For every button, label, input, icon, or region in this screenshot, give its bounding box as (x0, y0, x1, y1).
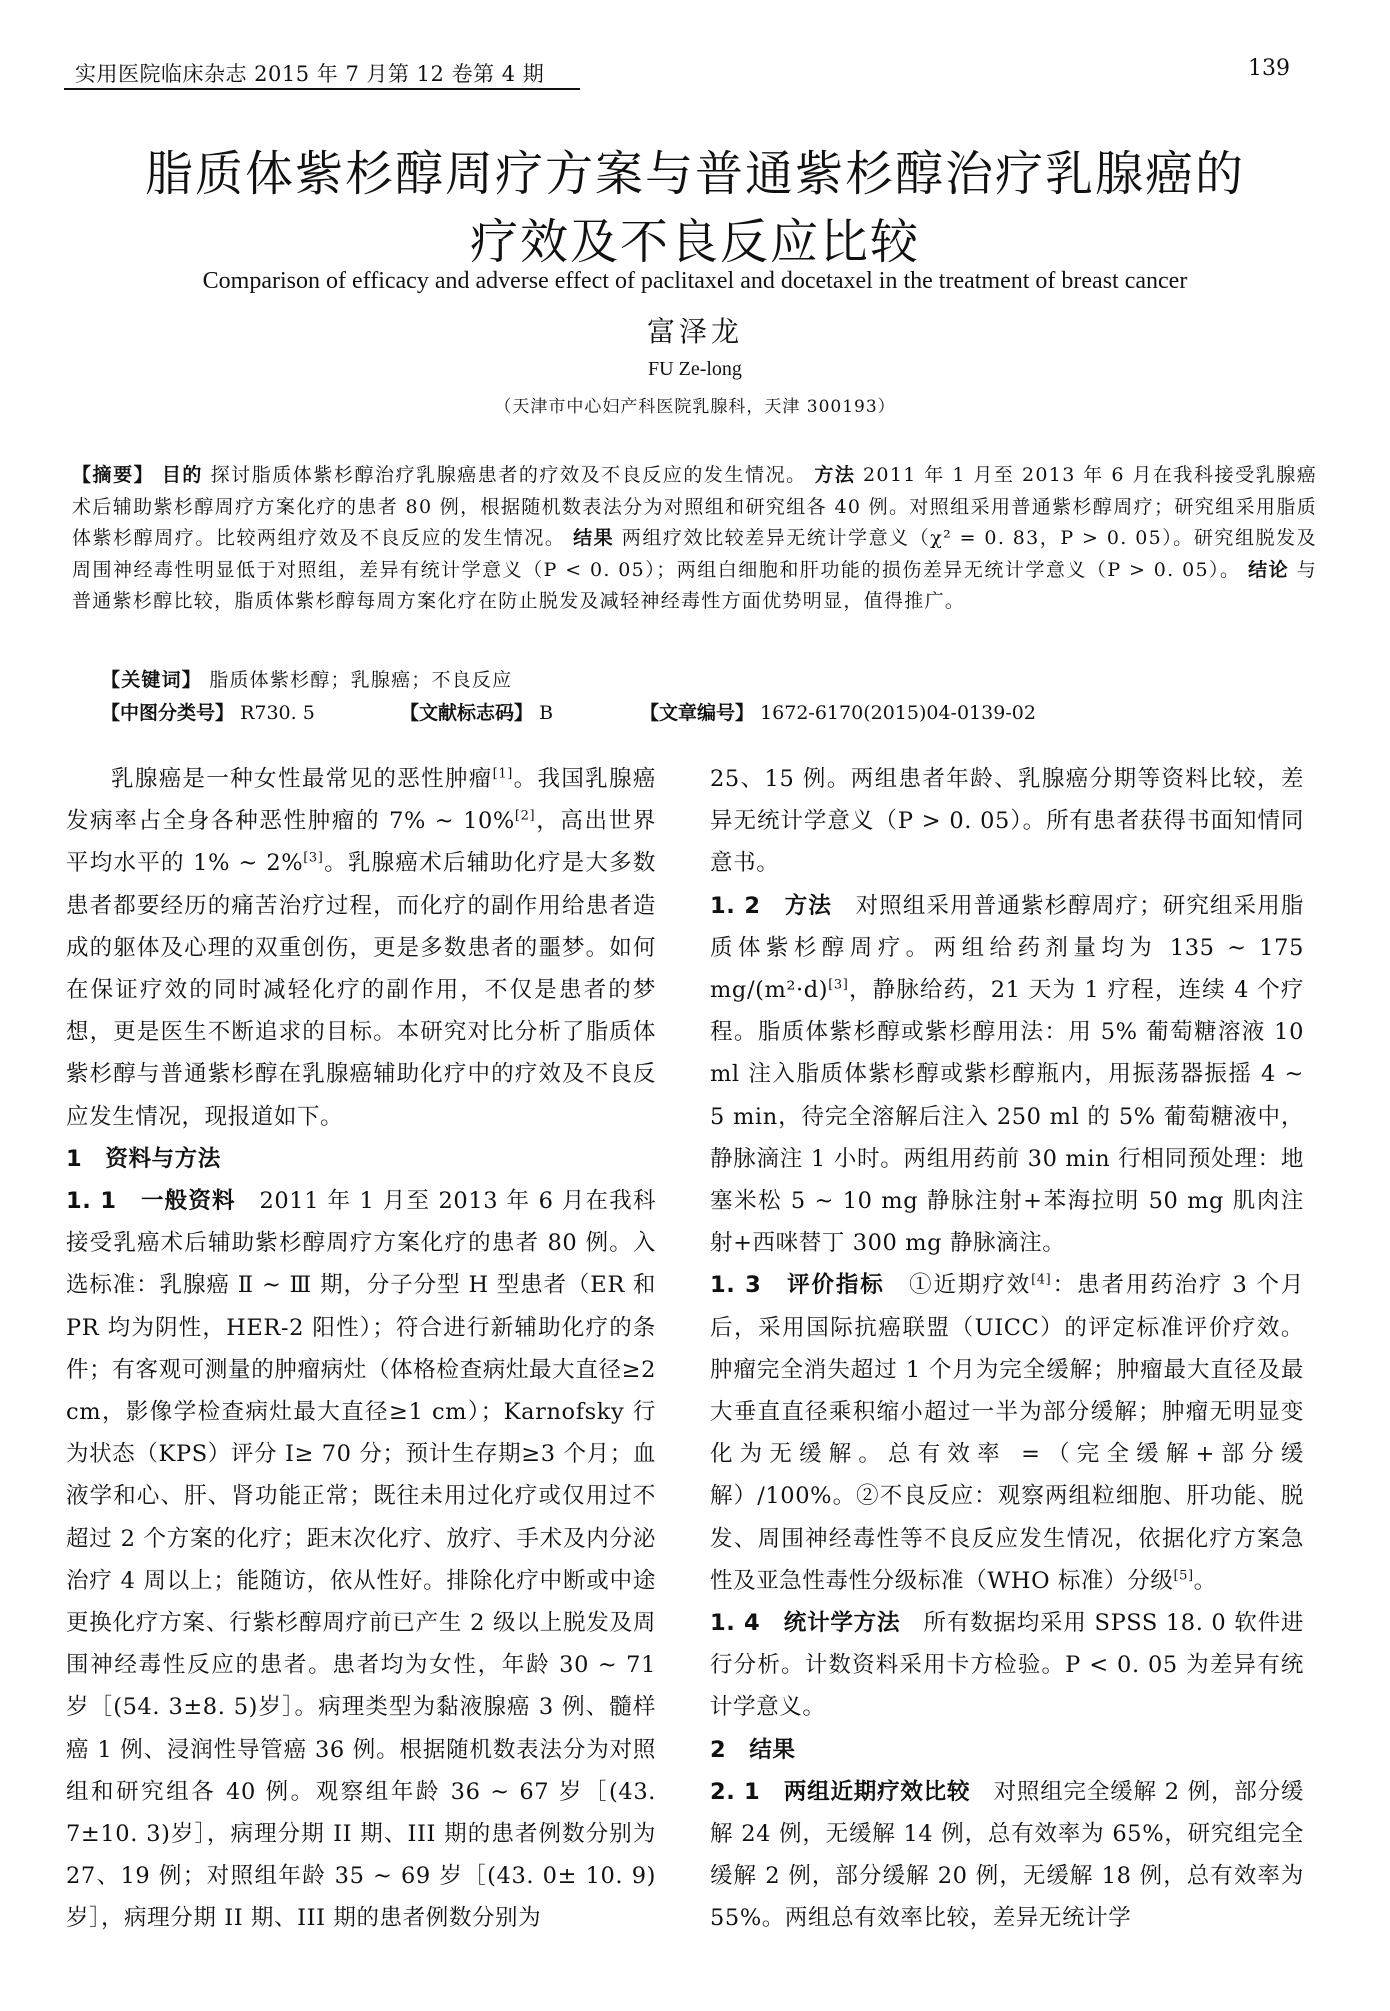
methods-label: 方法 (814, 464, 856, 486)
ref-1: [1] (492, 766, 513, 782)
keywords (101, 665, 512, 692)
article-value: 1672-6170(2015)04-0139-02 (760, 702, 1036, 724)
section-1-1-heading: 1. 1 一般资料 (66, 1188, 236, 1215)
section-1-2-text-b: ，静脉给药，21 天为 1 疗程，连续 4 个疗程。脂质体紫杉醇或紫杉醇用法：用 5% 葡萄糖溶液 10 ml 注入脂质体紫杉醇或紫杉醇瓶内，用振荡器振摇 4 ~ 5 min，待完全溶解后注入 250 ml 的 5% 葡萄糖液中，静脉滴注 1 小时。两组用药前 30 min 行相同预处理：地塞米松 5 ~ 10 mg 静脉注射+苯海拉明 50 mg 肌肉注射+西咪替丁 300 mg 静脉滴注。 (710, 977, 1304, 1257)
section-2-1-heading: 2. 1 两组近期疗效比较 (710, 1778, 971, 1805)
keywords-value: 脂质体紫杉醇；乳腺癌；不良反应 (209, 669, 513, 691)
methods-text: 2011 年 1 月至 2013 年 6 月在我科接受乳腺癌术后辅助紫杉醇周疗方案化疗的患者 80 例，根据随机数表法分为对照组和研究组各 40 例。对照组采用普通紫杉醇周疗；研究组采用脂质体紫杉醇周疗。比较两组疗效及不良反应的发生情况。 (72, 464, 1318, 549)
affiliation: （天津市中心妇产科医院乳腺科，天津 300193） (494, 397, 896, 417)
objective-label: 目的 (161, 464, 203, 486)
intro-text-d: 。乳腺癌术后辅助化疗是大多数患者都要经历的痛苦治疗过程，而化疗的副作用给患者造成的躯体及心理的双重创伤，更是多数患者的噩梦。如何在保证疗效的同时减轻化疗的副作用，不仅是患者的梦想，更是医生不断追求的目标。本研究对比分析了脂质体紫杉醇与普通紫杉醇在乳腺癌辅助化疗中的疗效及不良反应发生情况，现报道如下。 (66, 850, 657, 1130)
section-1-1-text: 2011 年 1 月至 2013 年 6 月在我科接受乳癌术后辅助紫杉醇周疗方案化疗的患者 80 例。入选标准：乳腺癌 Ⅱ ~ Ⅲ 期，分子分型 H 型患者（ER 和 PR 均为阴性，HER-2 阳性）；符合进行新辅助化疗的条件；有客观可测量的肿瘤病灶（体格检查病灶最大直径≥2 cm，影像学检查病灶最大直径≥1 cm）；Karnofsky 行为状态（KPS）评分 I≥ 70 分；预计生存期≥3 个月；血液学和心、肝、肾功能正常；既往未用过化疗或仅用过不超过 2 个方案的化疗；距末次化疗、放疗、手术及内分泌治疗 4 周以上；能随访，依从性好。排除化疗中断或中途更换化疗方案、行紫杉醇周疗前已产生 2 级以上脱发及周围神经毒性反应的患者。患者均为女性，年龄 30 ~ 71 岁［(54. 3±8. 5)岁］。病理类型为黏液腺癌 3 例、髓样癌 1 例、浸润性导管癌 36 例。根据随机数表法分为对照组和研究组各 40 例。观察组年龄 36 ~ 67 岁［(43. 7±10. 3)岁］，病理分期 II 期、III 期的患者例数分别为 27、19 例；对照组年龄 35 ~ 69 岁［(43. 0± 10. 9)岁］，病理分期 II 期、III 期的患者例数分别为 (66, 1188, 657, 1932)
ref-5: [5] (1173, 1568, 1194, 1584)
page-number: 139 (1248, 56, 1290, 81)
section-1-3-heading: 1. 3 评价指标 (710, 1272, 885, 1299)
section-1-1 (66, 1180, 656, 1940)
clc-number (101, 698, 315, 725)
clc-value: R730. 5 (240, 702, 315, 724)
section-2-1-text: 对照组完全缓解 2 例，部分缓解 24 例，无缓解 14 例，总有效率为 65%，研究组完全缓解 2 例，部分缓解 20 例，无缓解 18 例，总有效率为 55%。两组总有效率比较，差异无统计学 (710, 1778, 1304, 1932)
header-rule (64, 88, 580, 90)
section-1-2 (710, 885, 1304, 1265)
section-1-2-text-a: 对照组采用普通紫杉醇周疗；研究组采用脂质体紫杉醇周疗。两组给药剂量均为 135 ~ 175 mg/(m²·d) (710, 892, 1304, 1004)
conclusion-text: 与普通紫杉醇比较，脂质体紫杉醇每周方案化疗在防止脱发及减轻神经毒性方面优势明显，值得推广。 (72, 558, 1317, 612)
intro-text-c: ，高出世界平均水平的 1% ~ 2% (66, 808, 656, 877)
article-label: 【文章编号】 (640, 702, 755, 724)
right-column (710, 758, 1304, 1940)
title-cn-line1: 脂质体紫杉醇周疗方案与普通紫杉醇治疗乳腺癌的 (144, 146, 1245, 202)
objective-text: 探讨脂质体紫杉醇治疗乳腺癌患者的疗效及不良反应的发生情况。 (210, 464, 807, 486)
section-1-3-text-a: ①近期疗效 (909, 1272, 1032, 1299)
ref-4: [4] (1031, 1272, 1052, 1288)
section-1-2-heading: 1. 2 方法 (710, 892, 833, 919)
ref-3b: [3] (828, 977, 849, 993)
section-2-1 (710, 1771, 1304, 1940)
results-text: 两组疗效比较差异无统计学意义（χ² = 0. 83，P > 0. 05）。研究组脱发及周围神经毒性明显低于对照组，差异有统计学意义（P < 0. 05）；两组白细胞和肝功能的损伤差异无统计学意义（P > 0. 05）。 (72, 527, 1317, 581)
journal-header: 实用医院临床杂志 2015 年 7 月第 12 卷第 4 期 (75, 62, 545, 86)
section-1-4-text: 所有数据均采用 SPSS 18. 0 软件进行分析。计数资料采用卡方检验。P < 0. 05 为差异有统计学意义。 (710, 1610, 1304, 1721)
ref-2: [2] (514, 808, 536, 824)
clc-label: 【中图分类号】 (101, 702, 235, 724)
intro-text-a: 乳腺癌是一种女性最常见的恶性肿瘤 (111, 766, 493, 792)
section-1-1-continued: 25、15 例。两组患者年龄、乳腺癌分期等资料比较，差异无统计学意义（P > 0. 05）。所有患者获得书面知情同意书。 (710, 766, 1304, 877)
title-cn-line2: 疗效及不良反应比较 (469, 214, 920, 270)
ref-3: [3] (303, 850, 324, 866)
section-1-3-text-c: 。 (1193, 1567, 1217, 1594)
section-1-4 (710, 1602, 1304, 1729)
section-1-heading: 1 资料与方法 (66, 1145, 221, 1172)
section-1-4-heading: 1. 4 统计学方法 (710, 1610, 901, 1637)
intro-text-b: 。我国乳腺癌发病率占全身各种恶性肿瘤的 7% ~ 10% (66, 766, 656, 835)
intro-paragraph (66, 758, 656, 1138)
left-column (66, 758, 656, 1940)
keywords-label: 【关键词】 (101, 669, 203, 691)
document-code (400, 698, 553, 725)
results-label: 结果 (573, 527, 615, 549)
article-number (640, 698, 1036, 725)
doc-value: B (539, 702, 554, 724)
doc-label: 【文献标志码】 (400, 702, 534, 724)
author-cn: 富泽龙 (646, 315, 743, 348)
conclusion-label: 结论 (1248, 558, 1290, 581)
abstract-label: 【摘要】 (72, 464, 155, 486)
abstract (72, 460, 1317, 618)
section-1-3-text-b: ：患者用药治疗 3 个月后，采用国际抗癌联盟（UICC）的评定标准评价疗效。肿瘤完全消失超过 1 个月为完全缓解；肿瘤最大直径及最大垂直直径乘积缩小超过一半为部分缓解；肿瘤无明显变化为无缓解。总有效率 =（完全缓解+部分缓解）/100%。②不良反应：观察两组粒细胞、肝功能、脱发、周围神经毒性等不良反应发生情况，依据化疗方案急性及亚急性毒性分级标准（WHO 标准）分级 (710, 1272, 1304, 1594)
section-2-heading: 2 结果 (710, 1736, 796, 1763)
author-en: FU Ze-long (648, 358, 742, 380)
section-1-3 (710, 1264, 1304, 1602)
title-en: Comparison of efficacy and adverse effect of paclitaxel and docetaxel in the treatment of breast cancer (202, 268, 1188, 294)
